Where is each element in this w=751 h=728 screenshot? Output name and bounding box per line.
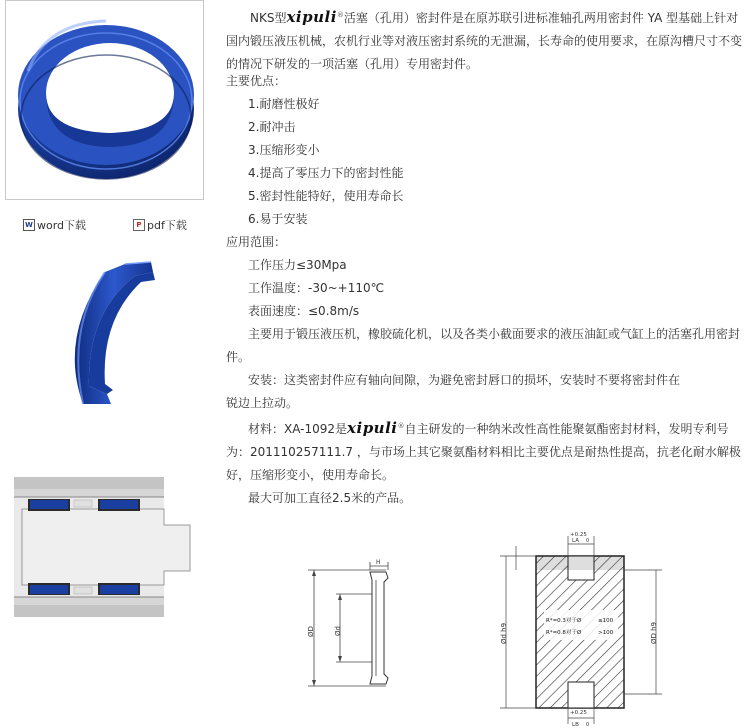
- registered-mark: ®: [397, 422, 405, 430]
- intro-paragraph: [226, 4, 746, 76]
- brand-logo: xipuli: [286, 8, 337, 26]
- groove-tol-bottom: +0.25: [570, 710, 587, 716]
- application-section: [226, 231, 746, 369]
- max-size-text: 最大可加工直径2.5米的产品。: [248, 491, 412, 505]
- seal-label-h: H: [376, 559, 381, 566]
- seal-label-id: Ød: [334, 626, 342, 636]
- pdf-download-link[interactable]: [133, 217, 187, 233]
- groove-label-Dh9: ØD h9: [650, 621, 658, 644]
- groove-label-dh9: Ød h9: [500, 622, 508, 644]
- groove-radius-note-1: R*=0.3对于Ø: [546, 618, 582, 624]
- word-download-label: word下载: [37, 219, 87, 232]
- seal-section-photo: [55, 258, 165, 408]
- pdf-download-label: pdf下载: [147, 219, 187, 232]
- advantage-item: 1.耐磨性极好: [248, 97, 320, 111]
- application-usage: 主要用于锻压液压机，橡胶硫化机，以及各类小截面要求的液压油缸或气缸上的活塞孔用密封件。: [226, 327, 741, 364]
- groove-radius-note-2: R*=0.8对于Ø: [546, 630, 582, 636]
- advantage-item: 3.压缩形变小: [248, 143, 320, 157]
- groove-tol-top-zero: 0: [586, 538, 590, 544]
- intro-prefix: NKS型: [250, 11, 287, 25]
- material-text: 自主研发的一种纳米改性高性能聚氨酯密封材料，发明专利号为：201110257111.7 ，与市场上其它聚氨酯材料相比主要优点是耐热性提高，抗老化耐水解极好，压缩形变小，使用寿命长。: [226, 422, 741, 482]
- brand-logo: xipuli: [347, 419, 398, 437]
- groove-label-lb: LB: [572, 722, 579, 728]
- groove-radius-value-1: ≤100: [598, 618, 614, 624]
- word-download-link[interactable]: [23, 217, 86, 233]
- advantage-item: 6.易于安装: [248, 212, 308, 226]
- product-photo-frame: [5, 0, 204, 200]
- advantage-item: 4.提高了零压力下的密封性能: [248, 166, 404, 180]
- groove-tol-bottom-zero: 0: [586, 722, 590, 728]
- groove-tol-top: +0.25: [570, 532, 587, 538]
- seal-dimension-drawing: [300, 558, 420, 698]
- registered-mark: ®: [336, 11, 344, 19]
- install-section: [226, 369, 746, 415]
- surface-speed: 表面速度：≤0.8m/s: [248, 304, 360, 318]
- groove-dimension-drawing: [490, 530, 670, 728]
- seal-label-od: ØD: [307, 626, 315, 637]
- pdf-doc-icon: P: [133, 219, 145, 231]
- advantages-heading: 主要优点：: [226, 74, 287, 88]
- advantage-item: 5.密封性能特好，使用寿命长: [248, 189, 404, 203]
- installation-cross-section: [14, 477, 192, 617]
- material-section: [226, 415, 746, 510]
- material-prefix: 材料：XA-1092是: [248, 422, 348, 436]
- working-pressure: 工作压力≤30Mpa: [248, 258, 347, 272]
- word-doc-icon: W: [23, 219, 35, 231]
- intro-text: 活塞（孔用）密封件是在原苏联引进标准轴孔两用密封件 YA 型基础上针对国内锻压液压机械，农机行业等对液压密封系统的无泄漏，长寿命的使用要求，在原沟槽尺寸不变的情况下研发的一项活塞（孔用）专用密封件。: [226, 11, 743, 71]
- advantages-section: [226, 70, 746, 231]
- groove-radius-value-2: >100: [598, 630, 614, 636]
- application-heading: 应用范围：: [226, 235, 287, 249]
- install-text: 安装：这类密封件应有轴向间隙，为避免密封唇口的损坏，安装时不要将密封件在锐边上拉动。: [226, 373, 681, 410]
- advantage-item: 2.耐冲击: [248, 120, 296, 134]
- groove-label-la: LA: [572, 538, 579, 544]
- working-temperature: 工作温度：-30~+110℃: [248, 281, 385, 295]
- seal-ring-photo: [6, 1, 203, 199]
